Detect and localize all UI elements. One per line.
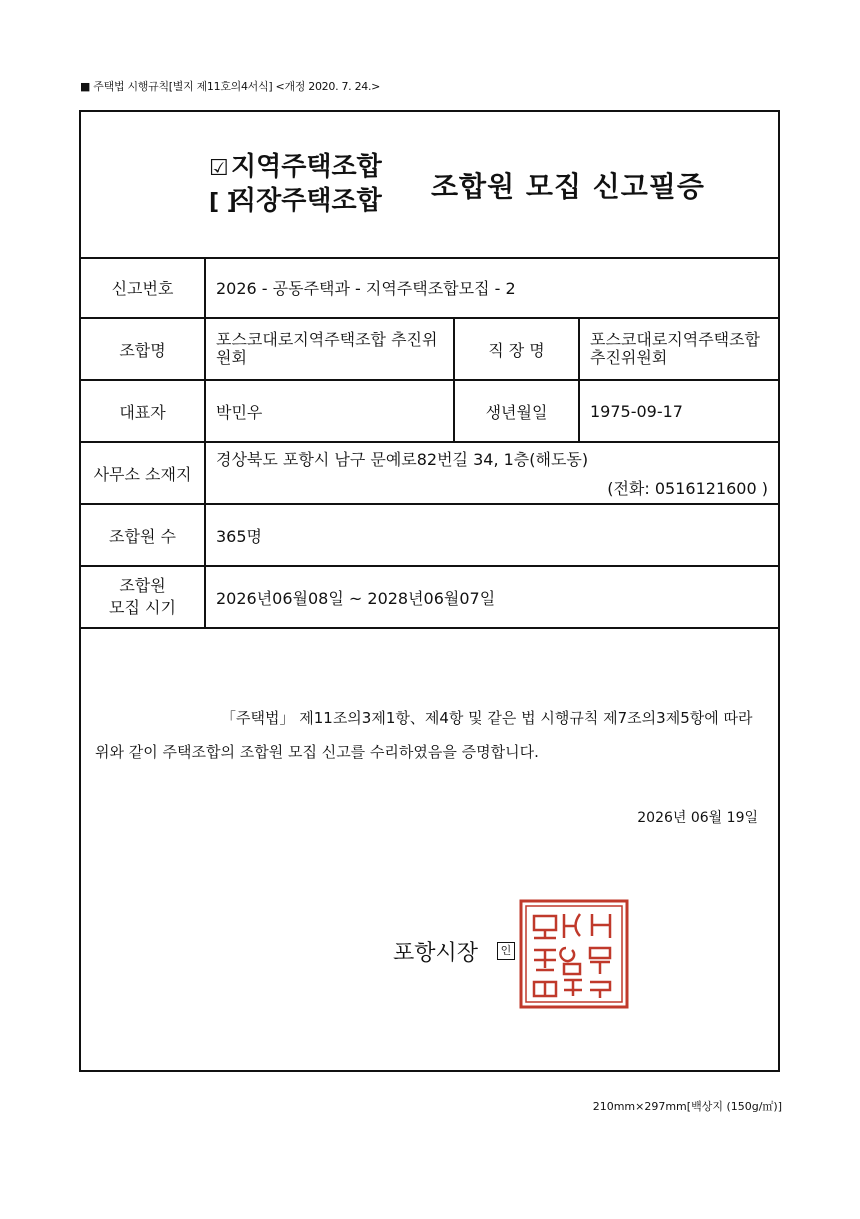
office-phone: (전화: 0516121600 ) bbox=[607, 479, 768, 498]
option-regional-label: 지역주택조합 bbox=[231, 152, 382, 182]
union-name-label: 조합명 bbox=[81, 318, 205, 380]
members-label: 조합원 수 bbox=[81, 504, 205, 566]
period-label-line1: 조합원 bbox=[119, 576, 166, 595]
paper-spec-note: 210mm×297mm[백상지 (150g/㎡)] bbox=[592, 1100, 782, 1113]
form-header-note: ■ 주택법 시행규칙[별지 제11호의4서식] <개정 2020. 7. 24.> bbox=[80, 80, 381, 93]
unchecked-box-icon: [ ] bbox=[209, 190, 237, 215]
union-type-options bbox=[209, 150, 382, 218]
union-name-value: 포스코대로지역주택조합 추진위원회 bbox=[205, 318, 454, 380]
title-section bbox=[81, 112, 778, 259]
members-value: 365명 bbox=[205, 504, 778, 566]
info-table bbox=[81, 257, 778, 629]
office-cell bbox=[205, 442, 778, 504]
issuer-title: 포항시장 bbox=[393, 941, 479, 966]
period-label-line2: 모집 시기 bbox=[109, 598, 176, 617]
birth-value: 1975-09-17 bbox=[579, 380, 778, 442]
issue-date: 2026년 06월 19일 bbox=[637, 810, 758, 826]
certification-statement: 위와 같이 주택조합의 조합원 모집 신고를 수리하였음을 증명합니다. bbox=[95, 743, 539, 761]
option-workplace-label: 직장주택조합 bbox=[231, 186, 382, 216]
table-row bbox=[81, 380, 778, 442]
legal-basis-text: 「주택법」 제11조의3제1항、제4항 및 같은 법 시행규칙 제7조의3제5항에 따라 bbox=[221, 709, 753, 727]
birth-label: 생년월일 bbox=[454, 380, 579, 442]
table-row bbox=[81, 257, 778, 318]
option-regional-union bbox=[209, 150, 382, 184]
report-no-value: 2026 - 공동주택과 - 지역주택조합모집 - 2 bbox=[205, 257, 778, 318]
office-address: 경상북도 포항시 남구 문예로82번길 34, 1층(해도동) bbox=[216, 450, 589, 469]
table-row bbox=[81, 566, 778, 628]
certificate-frame bbox=[79, 110, 780, 1072]
period-value: 2026년06월08일 ~ 2028년06월07일 bbox=[205, 566, 778, 628]
period-label bbox=[81, 566, 205, 628]
representative-label: 대표자 bbox=[81, 380, 205, 442]
table-row bbox=[81, 442, 778, 504]
seal-mark-box: 인 bbox=[497, 942, 515, 960]
official-seal-icon bbox=[518, 898, 630, 1010]
option-workplace-union bbox=[209, 184, 382, 218]
document-title: 조합원 모집 신고필증 bbox=[431, 170, 705, 203]
table-row bbox=[81, 318, 778, 380]
office-label: 사무소 소재지 bbox=[81, 442, 205, 504]
table-row bbox=[81, 504, 778, 566]
checked-box-icon: ☑ bbox=[209, 156, 229, 181]
report-no-label: 신고번호 bbox=[81, 257, 205, 318]
representative-value: 박민우 bbox=[205, 380, 454, 442]
workplace-value: 포스코대로지역주택조합 추진위원회 bbox=[579, 318, 778, 380]
workplace-label: 직 장 명 bbox=[454, 318, 579, 380]
